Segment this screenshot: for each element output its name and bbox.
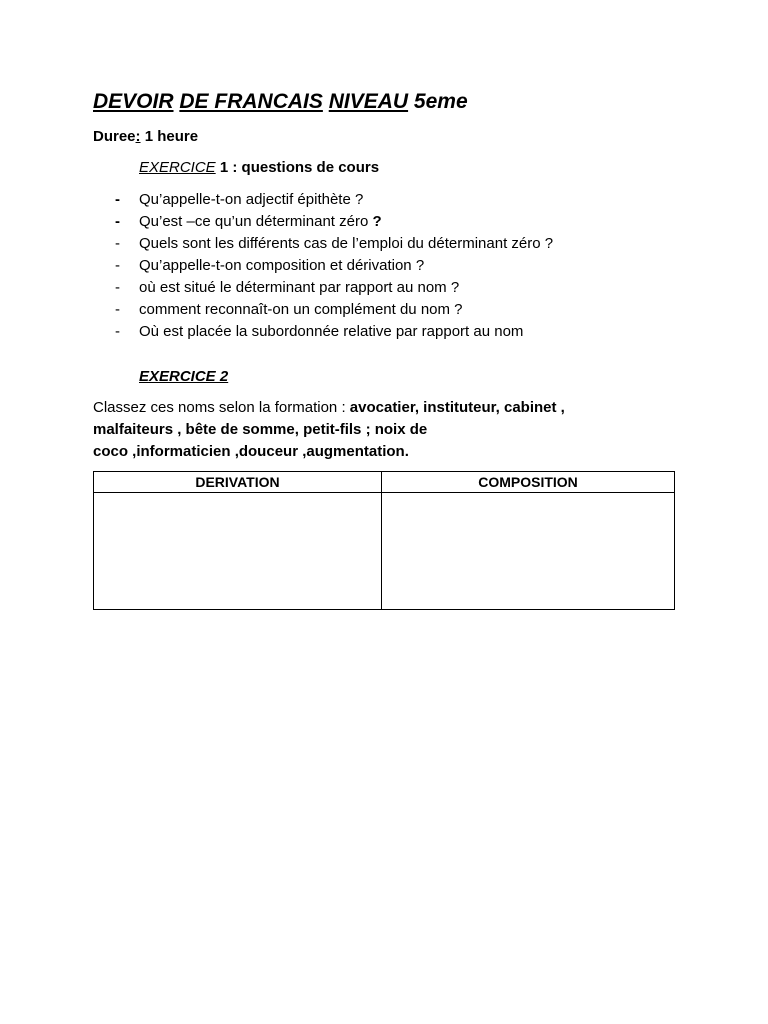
title-word-niveau: NIVEAU (328, 90, 409, 113)
word-list-line-3: coco ,informaticien ,douceur ,augmentation. (93, 443, 409, 460)
exercise-2-heading (139, 367, 675, 387)
question-item (93, 255, 675, 277)
classification-table (93, 471, 675, 610)
header-composition: COMPOSITION (382, 472, 675, 493)
question-item (93, 321, 675, 343)
exercise-2-instruction (93, 397, 675, 463)
list-dash: - (115, 213, 120, 230)
header-derivation: DERIVATION (94, 472, 382, 493)
question-item (93, 233, 675, 255)
word-list-line-1: avocatier, instituteur, cabinet , (349, 399, 565, 416)
title-word-de-francais: DE FRANCAIS (179, 90, 323, 113)
question-text: Qu’est –ce qu’un déterminant zéro (139, 213, 369, 230)
duration-value: 1 heure (140, 128, 199, 145)
list-dash: - (115, 279, 120, 296)
question-mark: ? (368, 213, 382, 230)
question-text: Qu’appelle-t-on adjectif épithète ? (139, 191, 364, 208)
list-dash: - (115, 235, 120, 252)
list-dash: - (115, 323, 120, 340)
list-dash: - (115, 257, 120, 274)
question-text: comment reconnaît-on un complément du nom ? (139, 301, 463, 318)
question-text: Quels sont les différents cas de l’emploi du déterminant zéro ? (139, 235, 554, 252)
word-list-line-2: malfaiteurs , bête de somme, petit-fils ; noix de (93, 421, 428, 438)
title-word-devoir: DEVOIR (93, 90, 174, 113)
exercise-1-name: EXERCICE (139, 159, 216, 176)
list-dash: - (115, 301, 120, 318)
question-item (93, 277, 675, 299)
question-text: où est situé le déterminant par rapport au nom ? (139, 279, 460, 296)
derivation-answer-cell (94, 493, 382, 610)
document-page (93, 88, 675, 610)
question-text: Qu’appelle-t-on composition et dérivation ? (139, 257, 425, 274)
question-item (93, 189, 675, 211)
exercise-2-name: EXERCICE 2 (139, 368, 229, 385)
page-title (93, 88, 675, 116)
duration-colon: : (135, 128, 141, 145)
question-item (93, 299, 675, 321)
duration-line (93, 127, 675, 147)
table-row (94, 493, 675, 610)
question-item (93, 211, 675, 233)
table-header-row (94, 472, 675, 493)
composition-answer-cell (382, 493, 675, 610)
exercise-1-heading (139, 158, 675, 178)
duration-label: Duree (93, 128, 136, 145)
exercise-1-subtitle: 1 : questions de cours (215, 159, 380, 176)
list-dash: - (115, 191, 120, 208)
question-list (93, 189, 675, 343)
instruction-text: Classez ces noms selon la formation : (93, 399, 350, 416)
title-word-level: 5eme (413, 90, 468, 113)
question-text: Où est placée la subordonnée relative par rapport au nom (139, 323, 524, 340)
